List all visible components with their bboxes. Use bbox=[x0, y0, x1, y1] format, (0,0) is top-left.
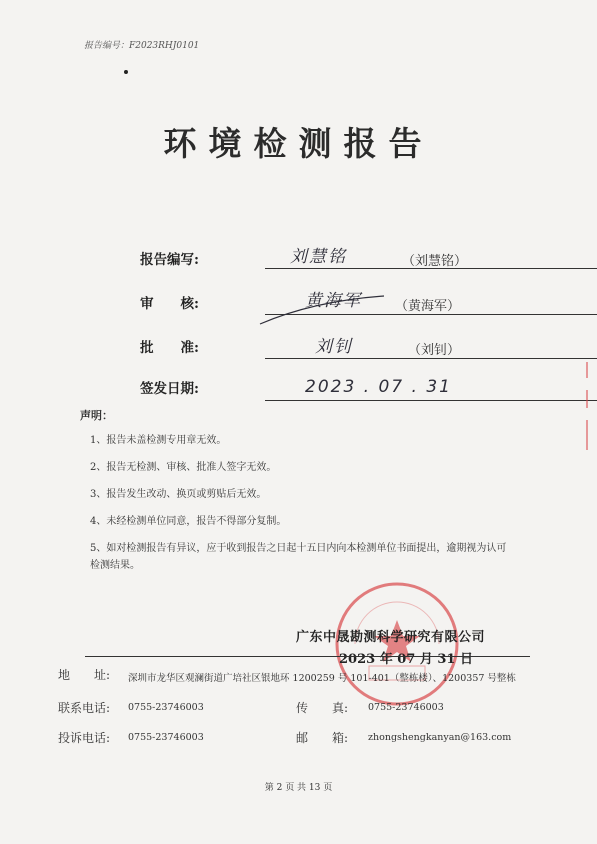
statement-item: 3、报告发生改动、换页或剪贴后无效。 bbox=[90, 489, 267, 500]
fax-label: 传 真: bbox=[296, 701, 349, 715]
complaint-phone-value: 0755-23746003 bbox=[128, 732, 204, 743]
approver-label: 批 准: bbox=[140, 340, 199, 356]
statement-list bbox=[90, 432, 510, 584]
email-value: zhongshengkanyan@163.com bbox=[368, 732, 512, 743]
approver-signature: 刘钊 bbox=[315, 337, 353, 357]
report-title: 环境检测报告 bbox=[163, 124, 434, 163]
reviewer-signature: 黄海军 bbox=[305, 291, 362, 311]
statement-item: 4、未经检测单位同意，报告不得部分复制。 bbox=[90, 516, 287, 527]
author-signature: 刘慧铭 bbox=[290, 247, 347, 267]
email-label: 邮 箱: bbox=[296, 731, 349, 745]
approver-name: （刘钊） bbox=[408, 343, 461, 358]
reviewer-label: 审 核: bbox=[140, 296, 199, 312]
edge-stamp-mark bbox=[580, 360, 594, 455]
reviewer-name: （黄海军） bbox=[395, 299, 461, 314]
author-label: 报告编写: bbox=[140, 252, 199, 268]
statement-label: 声明： bbox=[80, 409, 113, 422]
issue-date-label: 签发日期: bbox=[140, 381, 199, 397]
statement-item: 2、报告无检测、审核、批准人签字无效。 bbox=[90, 462, 277, 473]
issue-date-handwritten: 2023 . 07 . 31 bbox=[305, 377, 452, 397]
page-footer: 第 2 页 共 13 页 bbox=[264, 783, 333, 793]
statement-item: 5、如对检测报告有异议，应于收到报告之日起十五日内向本检测单位书面提出，逾期视为认可检测结果。 bbox=[90, 543, 507, 571]
divider-line bbox=[85, 656, 530, 657]
phone-value: 0755-23746003 bbox=[128, 702, 204, 713]
signature-line bbox=[265, 268, 597, 269]
author-name: （刘慧铭） bbox=[402, 254, 468, 269]
complaint-phone-label: 投诉电话: bbox=[58, 731, 111, 745]
address-value: 深圳市龙华区观澜街道广培社区银地环 1200259 号 101-401（整栋楼）、1200357 号整栋 bbox=[128, 673, 516, 684]
issue-date: 2023 年 07 月 31 日 bbox=[339, 652, 473, 667]
phone-label: 联系电话: bbox=[58, 701, 111, 715]
ink-dot bbox=[124, 70, 128, 74]
signature-line bbox=[265, 358, 597, 359]
statement-item: 1、报告未盖检测专用章无效。 bbox=[90, 435, 227, 446]
report-number: 报告编号：F2023RHJ0101 bbox=[84, 41, 200, 51]
signature-stroke bbox=[258, 292, 388, 328]
fax-value: 0755-23746003 bbox=[368, 702, 444, 713]
signature-line bbox=[265, 400, 597, 401]
address-label: 地 址: bbox=[58, 668, 111, 682]
issuer-company: 广东中晟勘测科学研究有限公司 bbox=[296, 630, 486, 645]
